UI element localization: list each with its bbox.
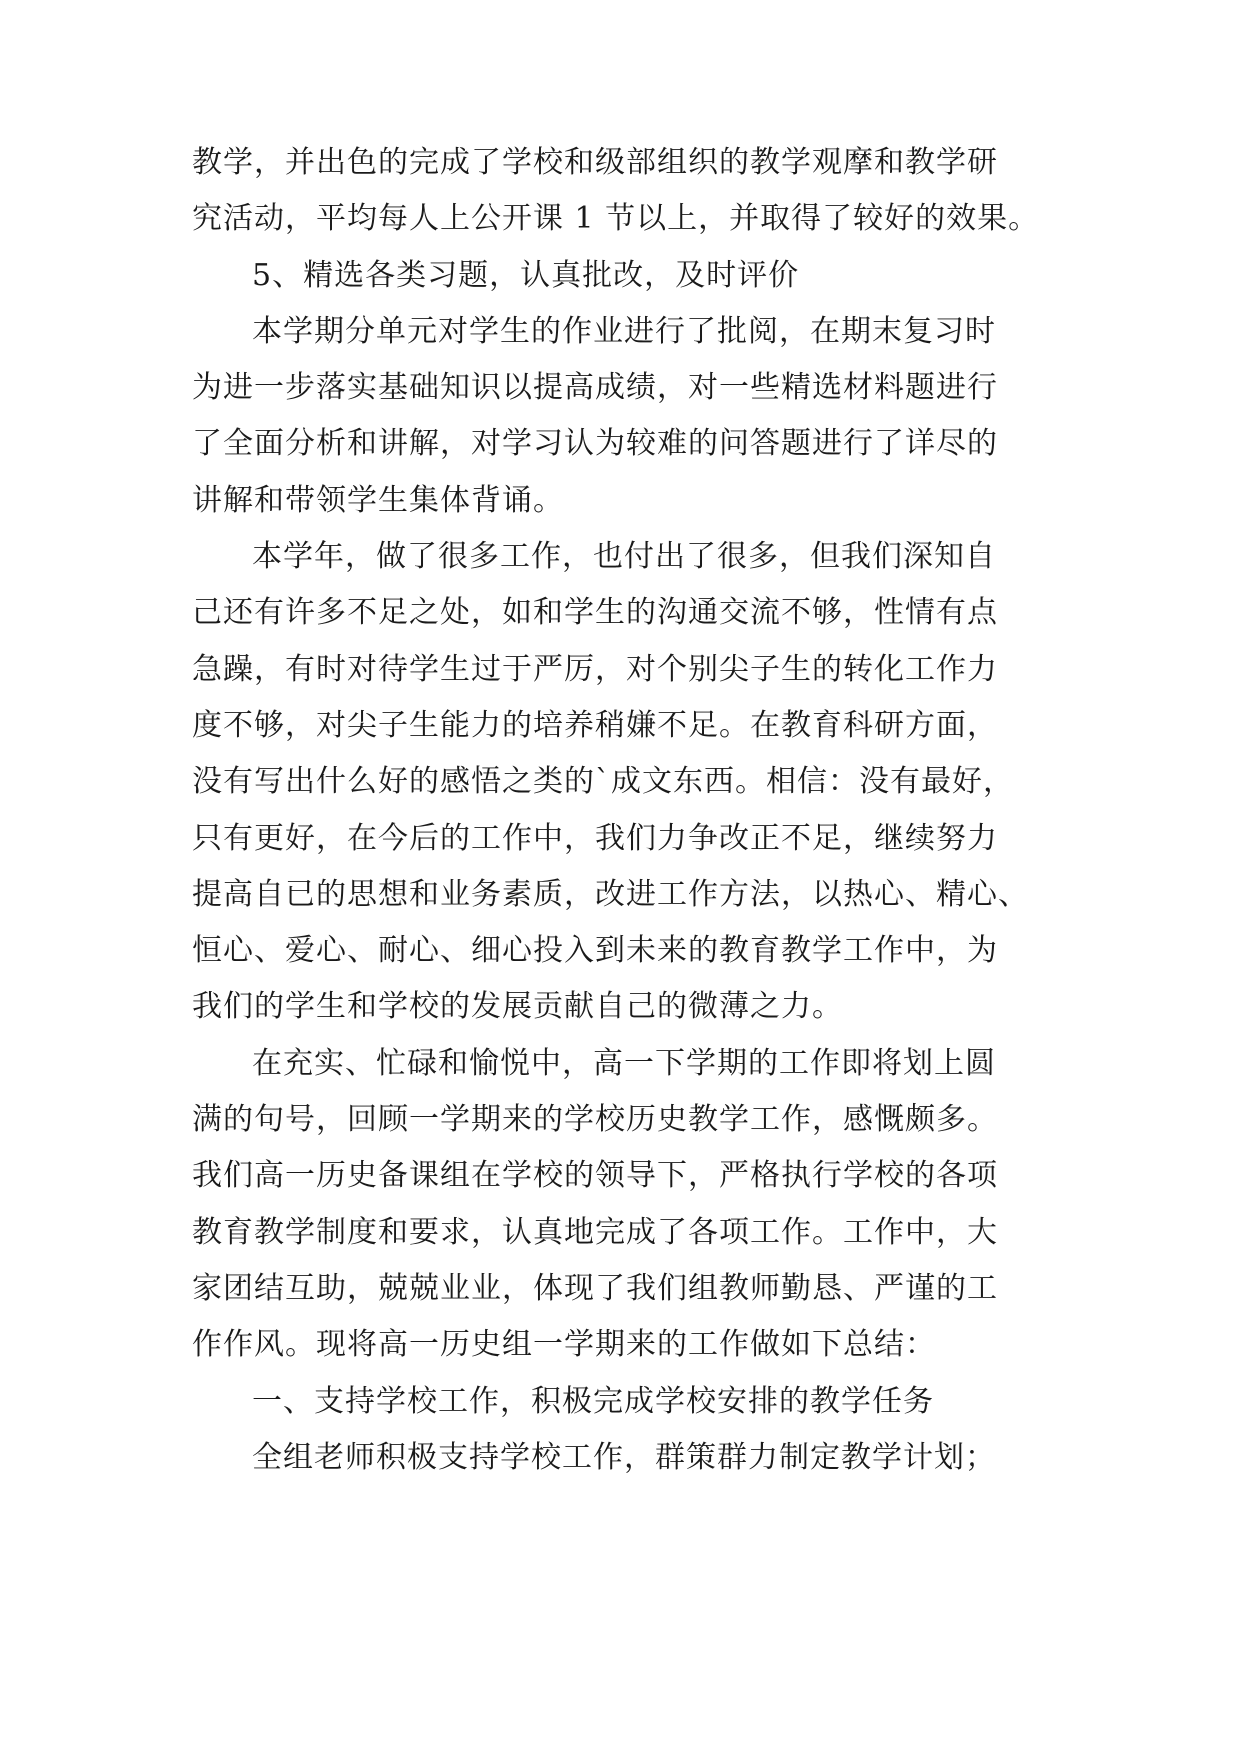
text-line: 全组老师积极支持学校工作，群策群力制定教学计划；: [252, 1439, 996, 1475]
text-line: 急躁，有时对待学生过于严厉，对个别尖子生的转化工作力: [192, 651, 998, 687]
text-line: 恒心、爱心、耐心、细心投入到未来的教育教学工作中，为: [192, 933, 998, 969]
section-heading: 5、精选各类习题，认真批改，及时评价: [252, 257, 800, 293]
text-line: 为进一步落实基础知识以提高成绩，对一些精选材料题进行: [192, 370, 998, 406]
text-line: 本学期分单元对学生的作业进行了批阅，在期末复习时: [252, 313, 996, 349]
text-line: 我们的学生和学校的发展贡献自己的微薄之力。: [192, 989, 843, 1025]
text-line: 了全面分析和讲解，对学习认为较难的问答题进行了详尽的: [192, 426, 998, 462]
text-line: 度不够，对尖子生能力的培养稍嫌不足。在教育科研方面，: [192, 707, 998, 743]
text-line: 究活动，平均每人上公开课 1 节以上，并取得了较好的效果。: [192, 201, 1040, 237]
text-line: 只有更好，在今后的工作中，我们力争改正不足，继续努力: [192, 820, 998, 856]
text-line: 教育教学制度和要求，认真地完成了各项工作。工作中，大: [192, 1214, 998, 1250]
text-line: 讲解和带领学生集体背诵。: [192, 482, 564, 518]
text-line: 满的句号，回顾一学期来的学校历史教学工作，感慨颇多。: [192, 1102, 998, 1138]
text-line: 家团结互助，兢兢业业，体现了我们组教师勤恳、严谨的工: [192, 1270, 998, 1306]
text-line: 教学，并出色的完成了学校和级部组织的教学观摩和教学研: [192, 145, 998, 180]
section-heading: 一、支持学校工作，积极完成学校安排的教学任务: [252, 1383, 934, 1419]
text-line: 己还有许多不足之处，如和学生的沟通交流不够，性情有点: [192, 595, 998, 631]
text-line: 在充实、忙碌和愉悦中，高一下学期的工作即将划上圆: [252, 1045, 996, 1081]
body-text: [192, 135, 1054, 1486]
text-line: 作作风。现将高一历史组一学期来的工作做如下总结：: [192, 1327, 936, 1363]
text-line: 本学年，做了很多工作，也付出了很多，但我们深知自: [252, 539, 996, 575]
text-line: 没有写出什么好的感悟之类的`成文东西。相信：没有最好，: [192, 764, 1014, 800]
text-line: 提高自已的思想和业务素质，改进工作方法，以热心、精心、: [192, 876, 1029, 912]
text-line: 我们高一历史备课组在学校的领导下，严格执行学校的各项: [192, 1158, 998, 1194]
